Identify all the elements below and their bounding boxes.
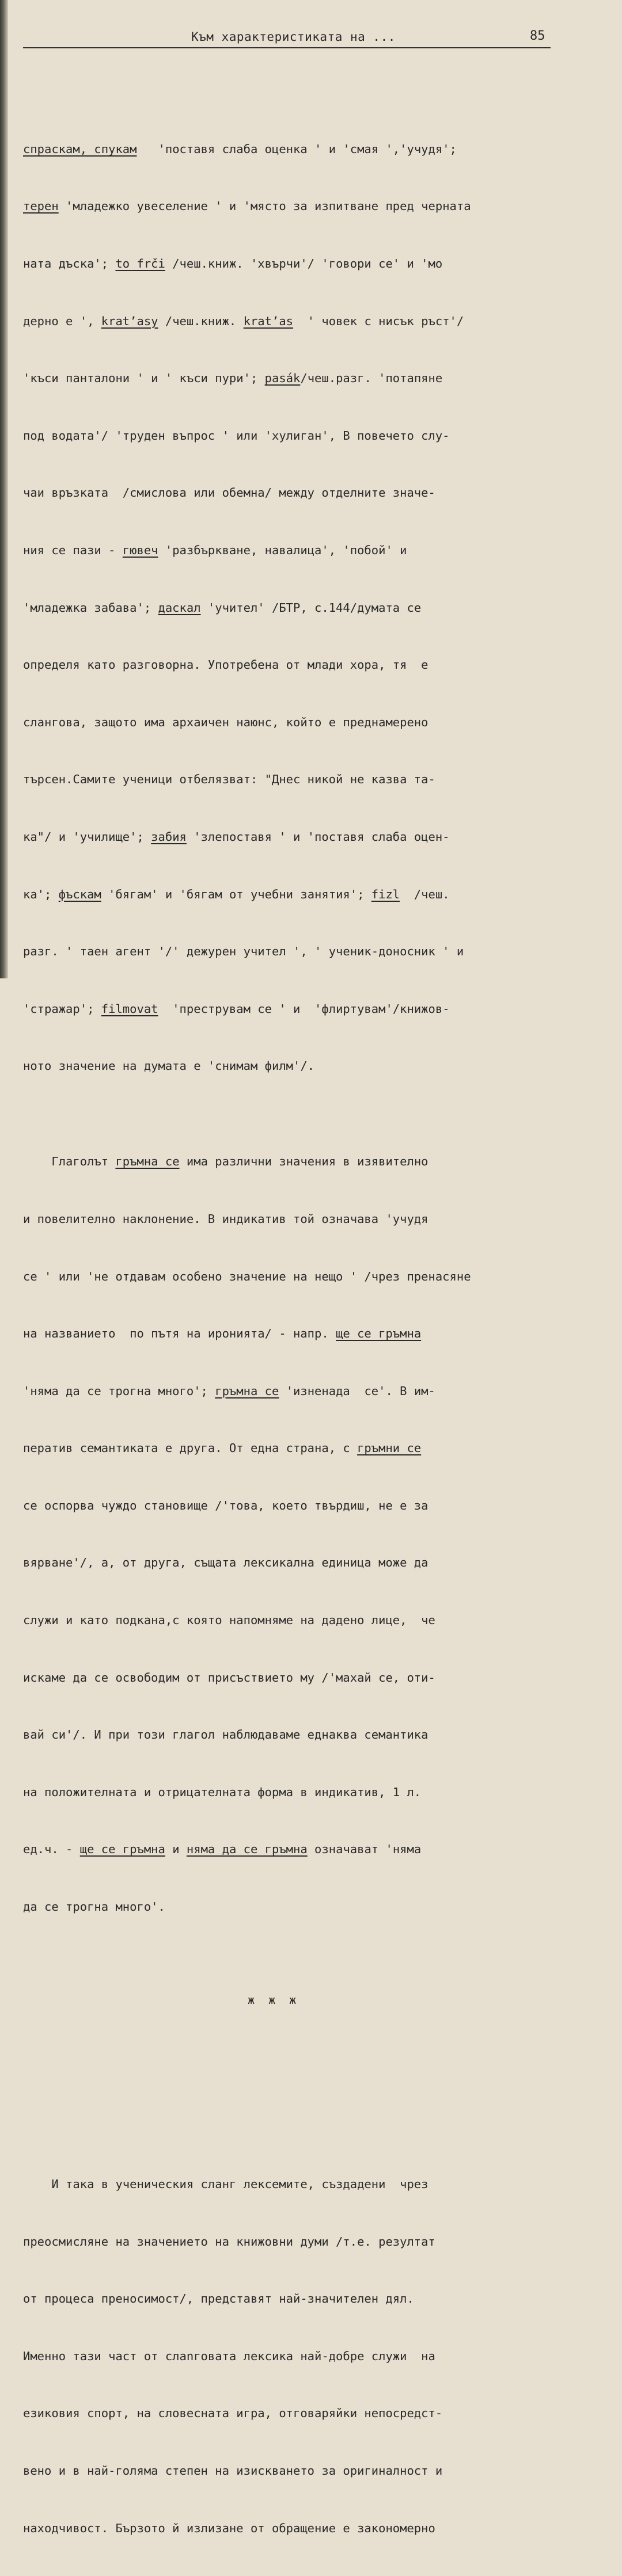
text-line: от процеса преносимост/, представят най-значителен дял.	[23, 2292, 414, 2306]
underlined-term: гръмна се	[215, 1384, 279, 1398]
text-line: разг. ' таен агент '/' дежурен учител ', ' ученик-доносник ' и	[23, 944, 464, 959]
underlined-term: терен	[23, 199, 59, 214]
text-line: 'къси панталони ' и ' къси пури'; pasák/чеш.разг. 'потапяне	[23, 371, 443, 386]
text-line: искаме да се освободим от присъствието му /'махай се, оти-	[23, 1670, 435, 1685]
text-line: Глаголът гръмна се има различни значения в изявително	[23, 1154, 428, 1169]
underlined-term: даскал	[158, 600, 201, 615]
underlined-term: няма да се гръмна	[186, 1842, 308, 1857]
underlined-term: kratʼas	[243, 314, 294, 328]
underlined-term: fizl	[371, 887, 400, 901]
running-header	[23, 28, 551, 48]
text-line: и повелително наклонение. В индикатив той означава 'учудя	[23, 1211, 428, 1226]
text-line: преосмисляне на значението на книжовни думи /т.е. резултат	[23, 2234, 435, 2249]
text-line: на названието по пътя на иронията/ - напр. ще се гръмна	[23, 1327, 422, 1341]
text-line: вено и в най-голяма степен на изискването за оригиналност и	[23, 2464, 443, 2478]
text-line: определя като разговорна. Употребена от млади хора, тя е	[23, 658, 428, 672]
underlined-term: фъскам	[58, 887, 101, 901]
text-line: 'стражар'; filmovat 'преструвам се ' и 'флиртувам'/книжов-	[23, 1001, 450, 1016]
text-line: 'младежка забава'; даскал 'учител' /БТР, с.144/думата се	[23, 600, 422, 615]
text-line: ед.ч. - ще се гръмна и няма да се гръмна означават 'няма	[23, 1842, 422, 1857]
document-page	[23, 0, 599, 2535]
running-title: Към характеристиката на ...	[191, 30, 396, 44]
text-line: ната дъска'; to frči /чеш.книж. 'хвърчи'/ 'говори се' и 'мо	[23, 257, 443, 270]
underlined-term: to frči	[115, 257, 165, 270]
body-text	[23, 63, 570, 2576]
text-line: Именно тази част от слanговата лексика най-добре служи на	[23, 2349, 435, 2363]
text-line: ното значение на думата е 'снимам филм'/.	[23, 1059, 315, 1073]
text-line: под водата'/ 'труден въпрос ' или 'хулиган', В повечето слу-	[23, 428, 450, 443]
underlined-term: pasák	[264, 371, 301, 386]
section-separator: ж ж ж	[248, 1992, 300, 2007]
underlined-term: гювеч	[122, 543, 158, 557]
text-line: се ' или 'не отдавам особено значение на нещо ' /чрез пренасяне	[23, 1269, 471, 1283]
text-line: търсен.Самите ученици отбелязват: "Днес никой не казва та-	[23, 772, 435, 787]
text-line: вай си'/. И при този глагол наблюдаваме еднаква семантика	[23, 1728, 428, 1742]
text-line: И така в ученическия сланг лексемите, създадени чрез	[23, 2177, 428, 2192]
underlined-term: kratʼasy	[101, 314, 158, 328]
underlined-term: ще се гръмна	[336, 1327, 422, 1341]
text-line: терен 'младежко увеселение ' и 'място за изпитване пред черната	[23, 199, 471, 214]
text-line: чаи връзката /смислова или обемна/ между отделните значе-	[23, 486, 435, 500]
text-line: служи и като подкана,с която напомняме на дадено лице, че	[23, 1613, 435, 1628]
text-line: се оспорва чуждо становище /'това, което твърдиш, не е за	[23, 1498, 428, 1512]
text-line: да се трогна много'.	[23, 1900, 165, 1914]
page-binding-edge	[0, 0, 8, 978]
text-line: вярване'/, а, от друга, същата лексикална единица може да	[23, 1556, 428, 1570]
underlined-term: ще се гръмна	[79, 1842, 165, 1857]
text-line: ка"/ и 'училище'; забия 'злепоставя ' и 'поставя слаба оцен-	[23, 829, 450, 844]
text-line: слангова, защото има архаичен наюнс, който е преднамерено	[23, 715, 428, 729]
underlined-term: гръмна се	[115, 1154, 180, 1169]
text-line: 'няма да се трогна много'; гръмна се 'изненада се'. В им-	[23, 1384, 435, 1398]
underlined-term: filmovat	[101, 1001, 158, 1016]
text-line: ния се пази - гювеч 'разбъркване, навалица', 'побой' и	[23, 543, 407, 557]
text-line: на положителната и отрицателната форма в индикатив, 1 л.	[23, 1785, 422, 1799]
underlined-term: гръмни се	[357, 1441, 422, 1455]
text-line: дерно е ', kratʼasy /чеш.книж. kratʼas ' човек с нисък ръст'/	[23, 314, 464, 328]
page-number: 85	[530, 29, 545, 43]
text-line: спраскам, спукам 'поставя слаба оценка ' и 'смая ','учудя';	[23, 142, 457, 156]
spacer	[23, 2064, 570, 2098]
underlined-term: забия	[151, 829, 187, 844]
text-line: езиковия спорт, на словесната игра, отговаряйки непосредст-	[23, 2406, 443, 2421]
text-line: находчивост. Бързото й излизане от обращение е закономерно	[23, 2521, 435, 2535]
text-line: ка'; фъскам 'бягам' и 'бягам от учебни занятия'; fizl /чеш.	[23, 887, 450, 901]
underlined-term: спраскам, спукам	[23, 142, 137, 156]
text-line: ператив семантиката е друга. От една страна, с гръмни се	[23, 1441, 422, 1455]
